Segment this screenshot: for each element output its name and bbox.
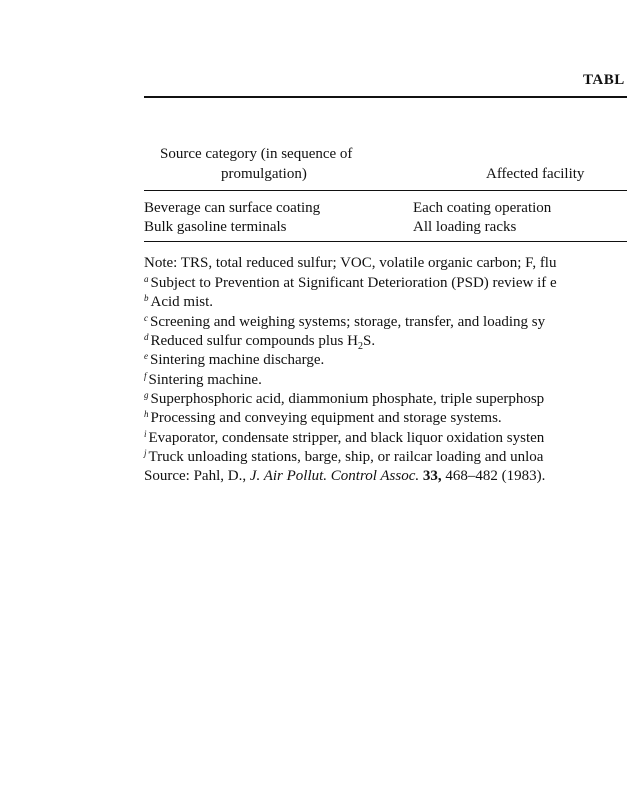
source-citation xyxy=(144,468,545,485)
footnote-g xyxy=(144,390,544,408)
footnote-text: Acid mist. xyxy=(150,294,213,310)
subscript: 2 xyxy=(357,341,363,352)
table-title: TABL xyxy=(583,72,625,88)
column-header-source-category-line1: Source category (in sequence of xyxy=(160,146,353,162)
journal-name: J. Air Pollut. Control Assoc. xyxy=(249,468,420,484)
footnote-marker: f xyxy=(144,371,147,381)
footnote-marker: c xyxy=(144,313,148,323)
footnote-c xyxy=(144,313,545,331)
footnote-text: Sintering machine discharge. xyxy=(150,352,325,368)
table-cell: Each coating operation xyxy=(413,200,552,216)
footnote-marker: b xyxy=(144,293,149,303)
table-cell: Beverage can surface coating xyxy=(144,200,321,216)
journal-volume: 33, xyxy=(422,468,442,484)
source-prefix: Source: Pahl, D., xyxy=(144,468,250,484)
bottom-rule xyxy=(144,241,627,242)
footnote-text-end: S. xyxy=(362,333,376,349)
footnote-text: Screening and weighing systems; storage, transfer, and loading sy xyxy=(150,314,546,330)
footnote-marker: d xyxy=(144,332,149,342)
footnote-marker: a xyxy=(144,274,149,284)
footnote-j xyxy=(144,448,543,466)
footnote-marker: g xyxy=(144,390,149,400)
footnote-a xyxy=(144,274,557,292)
table-cell: Bulk gasoline terminals xyxy=(144,219,287,235)
footnote-marker: h xyxy=(144,409,149,419)
table-cell: All loading racks xyxy=(413,219,517,235)
column-header-affected-facility: Affected facility xyxy=(486,166,585,182)
footnote-i xyxy=(144,429,544,447)
column-header-source-category-line2: promulgation) xyxy=(221,166,307,182)
footnote-text: Sintering machine. xyxy=(148,372,262,388)
footnote-e xyxy=(144,351,324,369)
footnote-marker: j xyxy=(144,448,147,458)
footnote-text: Superphosphoric acid, diammonium phosphate, triple superphosp xyxy=(150,391,545,407)
footnote-text: Evaporator, condensate stripper, and black liquor oxidation systen xyxy=(148,430,545,446)
journal-pages: 468–482 (1983). xyxy=(441,468,546,484)
footnote-text: Reduced sulfur compounds plus H xyxy=(150,333,358,349)
header-rule xyxy=(144,190,627,191)
footnote-text: Truck unloading stations, barge, ship, or railcar loading and unloa xyxy=(148,449,544,465)
footnote-text: Processing and conveying equipment and storage systems. xyxy=(150,410,502,426)
footnote-marker: e xyxy=(144,351,148,361)
footnote-d xyxy=(144,332,375,352)
footnote-b xyxy=(144,293,213,311)
footnote-marker: i xyxy=(144,429,147,439)
top-rule xyxy=(144,96,627,98)
footnote-f xyxy=(144,371,262,389)
table-note: Note: TRS, total reduced sulfur; VOC, volatile organic carbon; F, flu xyxy=(144,255,557,271)
footnote-text: Subject to Prevention at Significant Deterioration (PSD) review if e xyxy=(150,275,557,291)
footnote-h xyxy=(144,409,502,427)
